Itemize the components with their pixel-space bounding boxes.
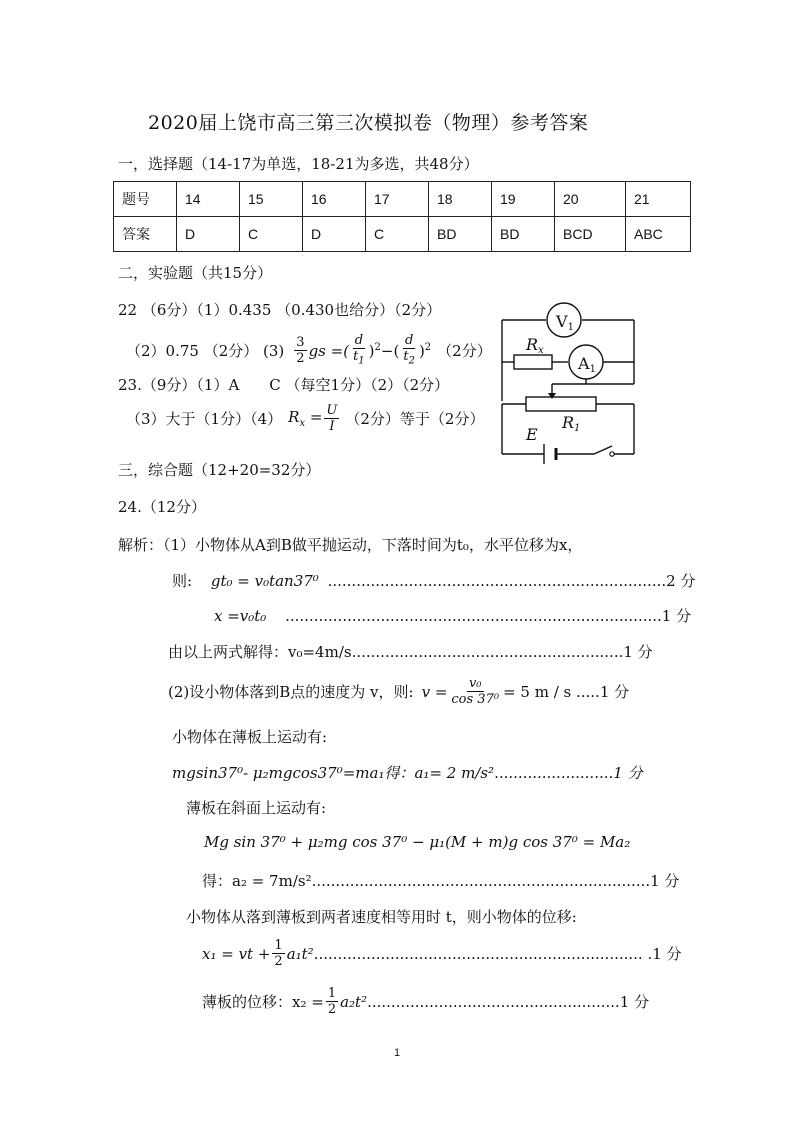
fraction (401, 333, 417, 369)
table-cell: 15 (240, 182, 303, 217)
table-cell: 答案 (114, 217, 177, 252)
r1-label: R1 (562, 413, 581, 434)
emf-label: E (526, 425, 538, 444)
score-dots: .....................................................1 分 (367, 993, 650, 1011)
equation: 薄板的位移：x₂ = (202, 993, 324, 1011)
formula-text: )$^2$−( (368, 341, 400, 360)
slider-arrowhead (548, 393, 556, 399)
power: 2 (424, 341, 432, 353)
solution-line (214, 605, 691, 626)
q22-line2-text: （2）0.75 （2分） (3) (126, 342, 285, 361)
solution-line: 小物体在薄板上运动有: (172, 728, 328, 746)
table-cell: ABC (626, 217, 691, 252)
table-cell: BD (492, 217, 555, 252)
solution-line (202, 938, 682, 969)
den-var: t (403, 349, 409, 364)
table-cell: 21 (626, 182, 691, 217)
table-cell: 19 (492, 182, 555, 217)
formula-text: gs =( (308, 341, 350, 360)
text: = 5 m / s .....1 分 (503, 683, 630, 701)
table-cell: 17 (366, 182, 429, 217)
solution-line: 由以上两式解得：v₀=4m/s.........................................................1 分 (168, 643, 653, 661)
resistor-rx-icon (514, 355, 552, 369)
equation: x₁ = vt + (202, 944, 271, 963)
denominator: 2 (296, 351, 305, 367)
table-cell: BCD (555, 217, 626, 252)
table-cell: D (303, 217, 366, 252)
q23-line2 (126, 403, 484, 434)
table-cell: 20 (555, 182, 626, 217)
formula-text: )$^2$ (418, 341, 432, 360)
denominator (401, 349, 417, 369)
table-cell: 题号 (114, 182, 177, 217)
table-row (114, 182, 691, 217)
numerator: U (326, 403, 338, 418)
table-cell: BD (429, 217, 492, 252)
page-number: 1 (394, 1047, 401, 1059)
solution-line (168, 676, 629, 707)
q22-line2 (126, 333, 492, 369)
switch-contact (610, 452, 614, 456)
solution-line: 小物体从落到薄板到两者速度相等用时 t，则小物体的位移: (186, 908, 577, 926)
score-dots: ...............................................................................1 分 (285, 607, 692, 625)
section-comprehensive-heading: 三，综合题（12+20=32分） (118, 461, 321, 479)
equation: v = (421, 682, 448, 701)
equation: gt₀ = v₀tan37⁰ (210, 572, 319, 590)
ammeter-label: A1 (578, 354, 596, 375)
q24-heading: 24.（12分） (118, 498, 206, 516)
rheostat-r1-icon (526, 397, 596, 411)
den-var: t (353, 349, 359, 364)
fraction (272, 938, 284, 969)
q23-line2-text: （3）大于（1分）（4） (126, 410, 283, 428)
denominator (351, 349, 367, 369)
text: (2)设小物体落到B点的速度为 v，则: (168, 683, 414, 701)
equation: x =v₀t₀ (214, 607, 267, 625)
solution-line: 得：a₂ = 7m/s².......................................................................1 分 (202, 872, 680, 890)
denominator: 2 (274, 954, 283, 969)
section-choice-heading: 一，选择题（14-17为单选，18-21为多选，共48分） (118, 155, 479, 173)
var: R (288, 408, 300, 426)
numerator: 1 (274, 938, 283, 953)
fraction (294, 335, 306, 366)
score-dots: ..................................................................... .1 分 (313, 945, 682, 963)
denominator: cos 37⁰ (451, 692, 500, 707)
table-cell: 16 (303, 182, 366, 217)
table-cell: C (240, 217, 303, 252)
solution-line (202, 986, 649, 1017)
equation: a₂t² (340, 992, 368, 1011)
numerator: v₀ (468, 676, 482, 691)
numerator: 1 (327, 986, 337, 1001)
power: 2 (374, 341, 381, 353)
score-dots: .......................................................................2 分 (327, 572, 696, 590)
fraction (326, 986, 338, 1017)
section-experiment-heading: 二，实验题（共15分） (118, 264, 273, 282)
solution-line: 薄板在斜面上运动有: (186, 799, 327, 817)
table-cell: D (177, 217, 240, 252)
voltmeter-label: V1 (556, 312, 574, 333)
equals: = (305, 408, 323, 426)
denominator: I (329, 419, 335, 434)
q22-line1: 22 （6分）（1）0.435 （0.430也给分）（2分） (118, 301, 442, 319)
subscript: 2 (408, 355, 415, 367)
numerator: d (354, 333, 364, 348)
table-cell: C (366, 217, 429, 252)
subscript: 1 (358, 355, 365, 367)
q23-line1: 23.（9分）（1）A C （每空1分）（2）（2分） (118, 376, 450, 394)
numerator: d (404, 333, 414, 348)
rx-label: Rx (526, 335, 544, 356)
answer-table (113, 181, 691, 252)
equation: a₁t² (286, 944, 314, 963)
denominator: 2 (327, 1002, 337, 1017)
solution-line: Mg sin 37⁰ + μ₂mg cos 37⁰ − μ₁(M + m)g cos 37⁰ = Ma₂ (204, 833, 631, 851)
table-cell: 14 (177, 182, 240, 217)
numerator: 3 (296, 335, 305, 351)
fraction (351, 333, 367, 369)
solution-line (172, 570, 695, 591)
score-text: （2分） (437, 342, 492, 361)
score-text: （2分）等于（2分） (345, 410, 485, 428)
circuit-diagram (494, 296, 640, 466)
fraction (449, 676, 501, 707)
formula-text (288, 408, 322, 429)
table-cell: 18 (429, 182, 492, 217)
prefix: 则: (172, 572, 193, 590)
solution-line: mgsin37⁰- μ₂mgcos37⁰=ma₁得：a₁= 2 m/s².........................1 分 (172, 764, 643, 782)
solution-line: 解析：（1）小物体从A到B做平抛运动，下落时间为t₀，水平位移为x， (118, 536, 583, 554)
fraction (324, 403, 339, 434)
subscript: x (299, 418, 306, 429)
switch-icon (594, 446, 612, 454)
page-title: 2020届上饶市高三第三次模拟卷（物理）参考答案 (148, 112, 589, 134)
table-row (114, 217, 691, 252)
